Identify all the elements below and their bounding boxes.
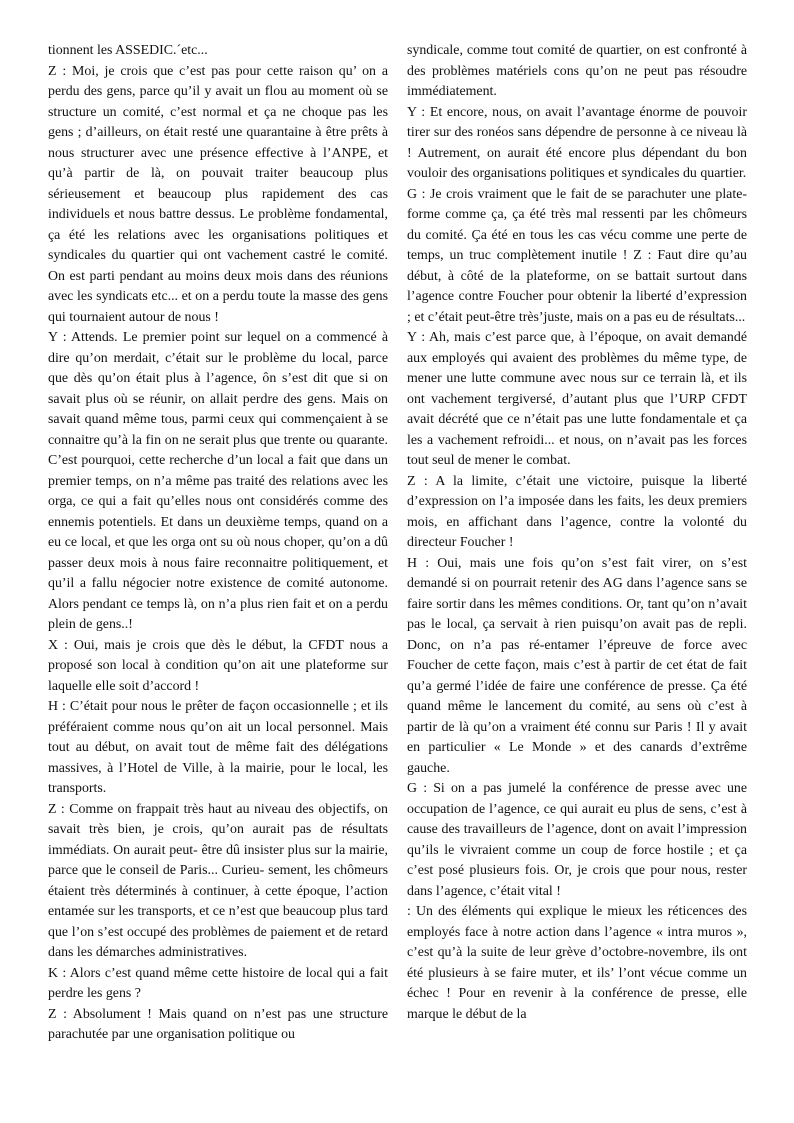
paragraph: G : Je crois vraiment que le fait de se parachuter une plate-forme comme ça, ça été très mal ressenti par les chômeurs du comité. Ça été en tous les cas vécu comme une perte de temps, un truc complètement inutile ! Z : Faut dire qu’au début, à côté de la plateforme, on se battait surtout dans l’agence contre Foucher pour obtenir la liberté d’expression ; et c’était peut-être très’juste, mais on a pas eu de résultats... — [407, 186, 747, 325]
paragraph: Y : Attends. Le premier point sur lequel on a commencé à dire qu’on merdait, c’était sur le problème du local, parce que dès qu’on était plus à l’agence, ôn s’est dit que si on savait plus où se réunir, on allait perdre des gens. Mais on savait quand même tous, parmi ceux qui commençaient à se connaitre qu’à la fin on ne serait plus que trente ou quarante. C’est pourquoi, cette recherche d’un local a fait que dans un premier temps, on n’a même pas traité des relations avec les orga, ce qui a fait qu’elles nous ont considérés comme des ennemis potentiels. Et dans un deuxième temps, quand on a eu ce local, et que les orga ont su où nous choper, qu’on a dû passer deux mois à nous faire reconnaitre politiquement, et qu’il a fallu négocier notre existence de comité autonome. Alors pendant ce temps là, on n’a plus rien fait et on a perdu plein de gens..! — [48, 330, 388, 632]
paragraph: X : Oui, mais je crois que dès le début, la CFDT nous a proposé son local à condition qu’on ait une plateforme sur laquelle elle soit d’accord ! — [48, 637, 388, 694]
paragraph: tionnent les ASSEDIC.´etc... — [48, 43, 208, 58]
paragraph: Y : Ah, mais c’est parce que, à l’époque, on avait demandé aux employés qui avaient des problèmes du même type, de mener une lutte commune avec nous sur ce terrain là, et ils ont vachement tergiversé, d’autant plus que l’URP CFDT avait décrété que ce n’était pas une lutte fondamentale et ça les a vachement refroidi... et nous, on n’avait pas les forces tout seul de mener le combat. — [407, 330, 747, 468]
text-column-right — [407, 41, 747, 1025]
paragraph: Y : Et encore, nous, on avait l’avantage énorme de pouvoir tirer sur des ronéos sans dépendre de personne à ce niveau là ! Autrement, on aurait été encore plus dépendant du bon vouloir des organisations politiques et syndicales du quartier. — [407, 104, 747, 181]
paragraph: G : Si on a pas jumelé la conférence de presse avec une occupation de l’agence, ce qui aurait eu plus de sens, c’est à cause des travailleurs de l’agence, dont on avait l’impression qu’ils le vivraient comme un coup de force hostile ; et ça c’est posé plusieurs fois. Or, je crois que pour nous, rester dans l’agence, c’était vital ! — [407, 781, 747, 899]
text-column-left — [48, 41, 388, 1046]
paragraph: Z : A la limite, c’était une victoire, puisque la liberté d’expression on l’a imposée dans les faits, les deux premiers mois, en affichant dans l’agence, contre la volonté du directeur Foucher ! — [407, 473, 747, 550]
paragraph: H : C’était pour nous le prêter de façon occasionnelle ; et ils préféraient comme nous qu’on ait un local personnel. Mais tout au début, on avait tout de même fait des délégations massives, à l’Hotel de Ville, à la mairie, pour le local, les transports. — [48, 699, 388, 796]
paragraph: Z : Moi, je crois que c’est pas pour cette raison qu’ on a perdu des gens, parce qu’il y avait un flou au moment où se structure un comité, c’est normal et ça ne choque pas les gens ; d’ailleurs, on était resté une quarantaine à être prêts à nous structurer avec une présence effective à l’ANPE, et qu’à partir de là, on pouvait traiter beaucoup plus sérieusement et beaucoup plus rapidement des cas individuels et nous battre dessus. Le problème fondamental, ça été les relations avec les organisations politiques et syndicales du quartier qui ont vachement castré le comité. On est parti pendant au moins deux mois dans des réunions avec les syndicats etc... et on a perdu toute la masse des gens qui tournaient autour de nous ! — [48, 63, 388, 325]
paragraph: syndicale, comme tout comité de quartier, on est confronté à des problèmes matériels cons qu’on ne peut pas résoudre immédiatement. — [407, 43, 747, 99]
paragraph: H : Oui, mais une fois qu’on s’est fait virer, on s’est demandé si on pourrait retenir des AG dans l’agence sans se faire sortir dans les mêmes conditions. Or, tant qu’on n’avait pas le local, ça servait à rien puisqu’on avait pas de repli. Donc, on n’a pas ré-entamer l’épreuve de force avec Foucher de cette façon, mais c’est à partir de cet état de fait qu’a germé l’idée de faire une conférence de presse. Ça été quand même le lancement du comité, au sens où c’est à partir de là qu’on a vraiment été connu sur Paris ! Il y avait en particulier « Le Monde » et des canards d’extrême gauche. — [407, 555, 747, 776]
paragraph: Z : Comme on frappait très haut au niveau des objectifs, on savait très bien, je crois, qu’on aurait pas de résultats immédiats. On aurait peut- être dû insister plus sur la mairie, parce que le conseil de Paris... Curieu- sement, les chômeurs étaient très déterminés à continuer, à cette époque, l’action entamée sur les transports, et ce n’est que beaucoup plus tard que l’on s’est occupé des problèmes de paiement et de retard dans les démarches administratives. — [48, 801, 388, 960]
paragraph: K : Alors c’est quand même cette histoire de local qui a fait perdre les gens ? — [48, 965, 388, 1001]
paragraph: : Un des éléments qui explique le mieux les réticences des employés face à notre action dans l’agence « intra muros », c’est qu’à la suite de leur grève d’octobre-novembre, ils ont été plusieurs à se faire muter, et ils’ l’ont vécue comme un échec ! Pour en revenir à la conférence de presse, elle marque le début de la — [407, 904, 747, 1022]
paragraph: Z : Absolument ! Mais quand on n’est pas une structure parachutée par une organisation politique ou — [48, 1006, 388, 1042]
